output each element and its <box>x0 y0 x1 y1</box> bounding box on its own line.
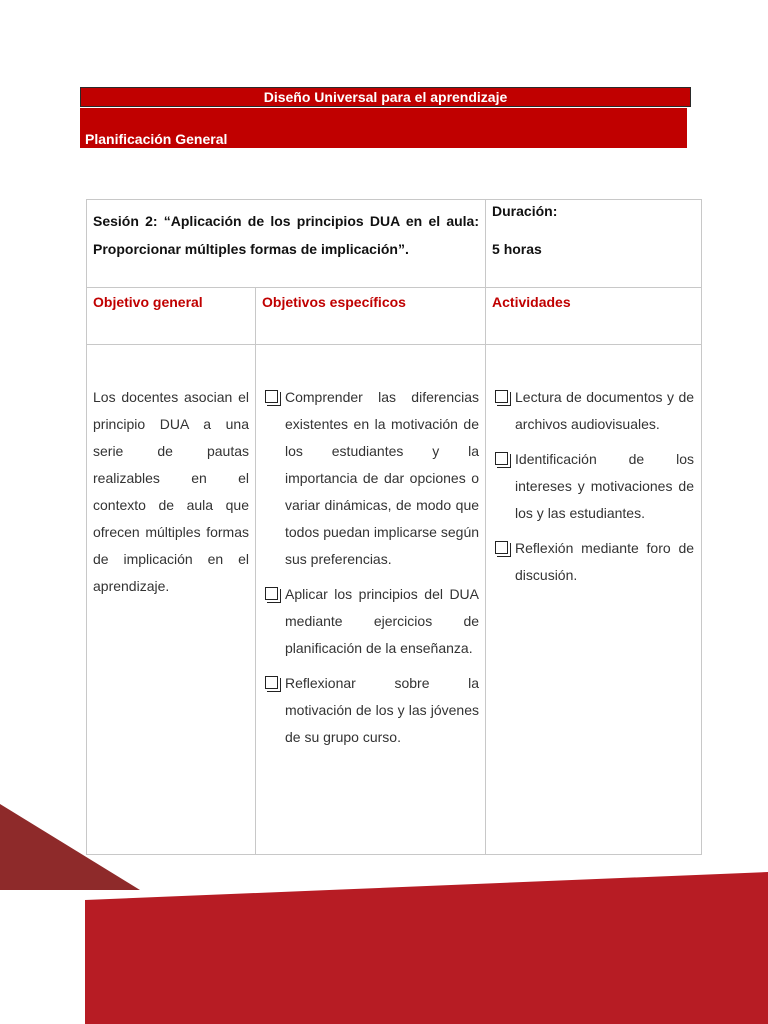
document-subtitle-bar: Planificación General <box>80 108 687 148</box>
specific-objective-item <box>263 670 479 751</box>
column-header-activities: Actividades <box>486 288 702 345</box>
activities-list <box>493 384 694 589</box>
specific-objective-text: Aplicar los principios del DUA mediante ejercicios de planificación de la enseñanza. <box>285 586 480 656</box>
duration-value: 5 horas <box>492 241 542 257</box>
checkbox-icon <box>495 452 508 465</box>
activity-item <box>493 446 694 527</box>
checkbox-icon <box>495 390 508 403</box>
specific-objectives-cell <box>256 345 486 855</box>
column-header-specific: Objetivos específicos <box>256 288 486 345</box>
header-row <box>87 288 702 345</box>
activity-text: Reflexión mediante foro de discusión. <box>515 540 695 583</box>
activities-cell <box>486 345 702 855</box>
footer-decoration <box>0 800 768 1024</box>
specific-objective-item <box>263 384 479 573</box>
activity-text: Lectura de documentos y de archivos audiovisuales. <box>515 389 695 432</box>
footer-dark-triangle <box>0 804 140 890</box>
duration-cell <box>486 200 702 288</box>
general-objective-text: Los docentes asocian el principio DUA a una serie de pautas realizables en el contexto de aula que ofrecen múltiples formas de implicación en el aprendizaje. <box>87 345 256 855</box>
activity-item <box>493 535 694 589</box>
activity-item <box>493 384 694 438</box>
column-header-general: Objetivo general <box>87 288 256 345</box>
session-plan-table <box>86 199 702 855</box>
duration-label: Duración: <box>492 203 558 219</box>
session-row <box>87 200 702 288</box>
session-title: Sesión 2: “Aplicación de los principios DUA en el aula: Proporcionar múltiples formas de implicación”. <box>87 200 486 288</box>
checkbox-icon <box>495 541 508 554</box>
specific-objective-item <box>263 581 479 662</box>
checkbox-icon <box>265 676 278 689</box>
specific-objectives-list <box>263 384 479 751</box>
content-row <box>87 345 702 855</box>
activity-text: Identificación de los intereses y motivaciones de los y las estudiantes. <box>515 451 695 521</box>
checkbox-icon <box>265 390 278 403</box>
specific-objective-text: Reflexionar sobre la motivación de los y las jóvenes de su grupo curso. <box>285 675 480 745</box>
document-title-bar: Diseño Universal para el aprendizaje <box>80 87 691 107</box>
specific-objective-text: Comprender las diferencias existentes en la motivación de los estudiantes y la importancia de dar opciones o variar dinámicas, de modo que todos puedan implicarse según sus preferencias. <box>285 389 480 567</box>
footer-red-band <box>85 872 768 1024</box>
checkbox-icon <box>265 587 278 600</box>
